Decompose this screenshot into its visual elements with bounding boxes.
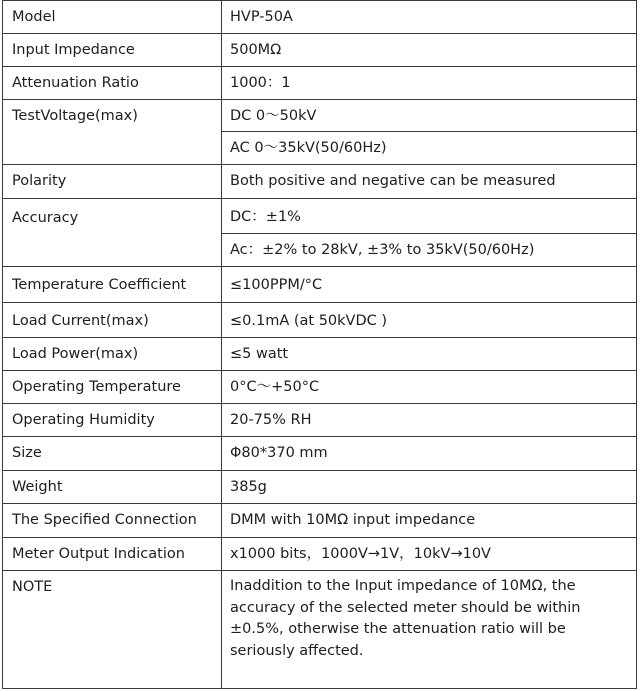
table-row: [3, 34, 637, 67]
table-row: [3, 199, 637, 234]
note-value: [222, 571, 637, 689]
row-label-text: Size: [12, 445, 42, 461]
row-value: [222, 371, 637, 404]
row-value: [222, 267, 637, 303]
table-row-note: [3, 571, 637, 689]
row-value-text: 20-75% RH: [230, 412, 312, 428]
row-label: [3, 267, 222, 303]
row-label-text: Accuracy: [12, 210, 79, 226]
row-label: [3, 199, 222, 267]
row-label-text: Load Power(max): [12, 346, 139, 362]
row-value-text: 385g: [230, 479, 267, 495]
row-label: [3, 437, 222, 471]
row-value: [222, 538, 637, 571]
table-row: [3, 371, 637, 404]
row-label: [3, 404, 222, 437]
row-value-text: ≤0.1mA (at 50kVDC ): [230, 313, 388, 329]
row-value-secondary: [222, 132, 637, 165]
row-value: [222, 100, 637, 132]
table-row: [3, 1, 637, 34]
row-label-text: NOTE: [12, 579, 53, 595]
table-row: [3, 267, 637, 303]
row-value-text: ≤100PPM/°C: [230, 277, 323, 293]
row-value-text: DC 0～50kV: [230, 108, 317, 124]
row-label: [3, 67, 222, 100]
row-value-text: HVP-50A: [230, 9, 293, 25]
row-label: [3, 165, 222, 199]
row-value: [222, 437, 637, 471]
row-label-text: Weight: [12, 479, 63, 495]
table-row: [3, 67, 637, 100]
row-label-text: Temperature Coefficient: [12, 277, 187, 293]
row-label-text: Attenuation Ratio: [12, 75, 139, 91]
row-label: [3, 303, 222, 338]
row-label-text: The Specified Connection: [12, 512, 197, 528]
row-label-text: TestVoltage(max): [12, 108, 138, 124]
row-label-text: Meter Output Indication: [12, 546, 185, 562]
table-row: [3, 165, 637, 199]
row-value: [222, 67, 637, 100]
table-row: [3, 404, 637, 437]
row-value-text: DMM with 10MΩ input impedance: [230, 512, 476, 528]
row-label-text: Load Current(max): [12, 313, 149, 329]
row-label: [3, 338, 222, 371]
row-value-text: 1000：1: [230, 75, 291, 91]
row-value-text: 0°C～+50°C: [230, 379, 320, 395]
row-value: [222, 504, 637, 538]
row-value-text: Ac：±2% to 28kV, ±3% to 35kV(50/60Hz): [230, 242, 535, 258]
row-value-text: x1000 bits，1000V→1V，10kV→10V: [230, 546, 491, 562]
row-value-secondary: [222, 234, 637, 267]
row-value: [222, 303, 637, 338]
table-row: [3, 471, 637, 504]
table-row: [3, 437, 637, 471]
table-row: [3, 303, 637, 338]
row-label: [3, 1, 222, 34]
row-value: [222, 165, 637, 199]
row-label-text: Operating Humidity: [12, 412, 155, 428]
row-label: [3, 504, 222, 538]
row-label-text: Operating Temperature: [12, 379, 181, 395]
table-row: [3, 100, 637, 132]
specifications-table: [2, 0, 637, 689]
row-label: [3, 538, 222, 571]
row-value: [222, 34, 637, 67]
row-value: [222, 338, 637, 371]
row-value: [222, 471, 637, 504]
table-row: [3, 538, 637, 571]
row-value-text: Both positive and negative can be measured: [230, 173, 556, 189]
row-value: [222, 1, 637, 34]
row-label-text: Model: [12, 9, 56, 25]
row-label: [3, 100, 222, 165]
note-text: Inaddition to the Input impedance of 10MΩ, the accuracy of the selected meter should be within ±0.5%, otherwise the attenuation ratio will be seriously affected.: [230, 578, 581, 659]
row-label-text: Polarity: [12, 173, 67, 189]
row-label: [3, 34, 222, 67]
row-value-text: DC：±1%: [230, 209, 301, 225]
row-value-text: AC 0～35kV(50/60Hz): [230, 140, 387, 156]
row-value-text: ≤5 watt: [230, 346, 289, 362]
row-value: [222, 199, 637, 234]
table-row: [3, 504, 637, 538]
row-value: [222, 404, 637, 437]
row-label-text: Input Impedance: [12, 42, 135, 58]
row-value-text: 500MΩ: [230, 42, 282, 58]
row-value-text: Φ80*370 mm: [230, 445, 328, 461]
row-label: [3, 471, 222, 504]
table-row: [3, 338, 637, 371]
row-label: [3, 571, 222, 689]
row-label: [3, 371, 222, 404]
